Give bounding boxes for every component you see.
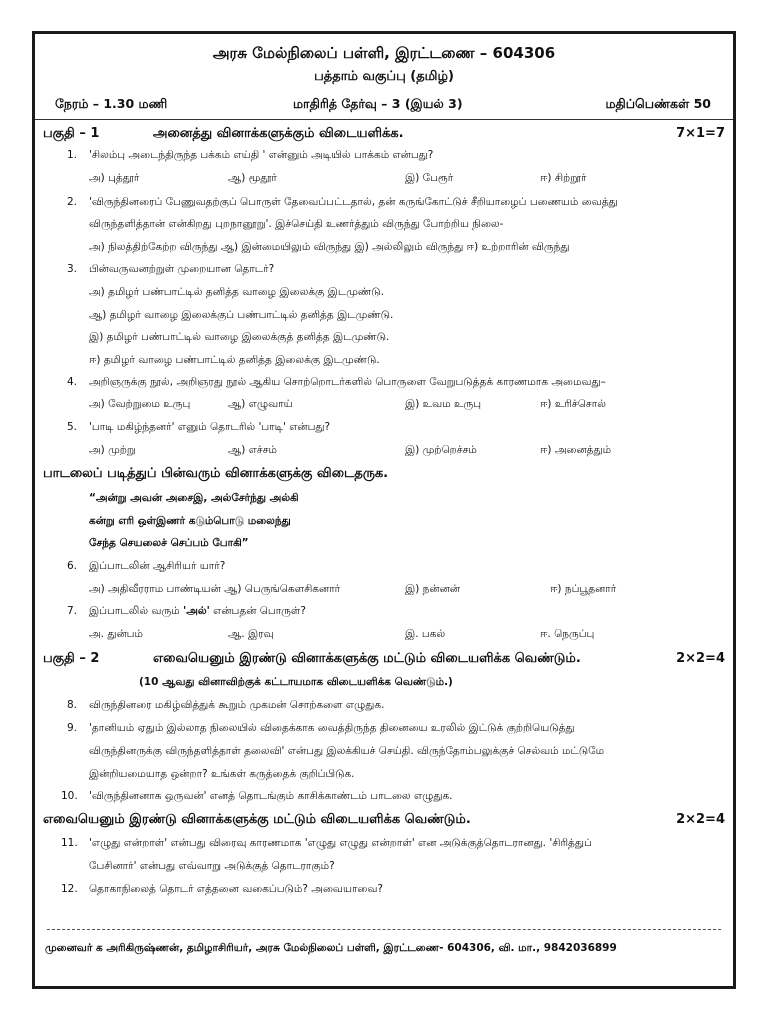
q5-option-c: இ) முற்றெச்சம் xyxy=(405,444,477,456)
q7-option-b: ஆ. இரவு xyxy=(228,628,274,640)
q12-text: தொகாநிலைத் தொடர் எத்தனை வகைப்படும்? அவையாவை? xyxy=(89,883,383,895)
q4-option-d: ஈ) உரிச்சொல் xyxy=(540,398,606,410)
q3-option-b: ஆ) தமிழர் வாழை இலைக்குப் பண்பாட்டில் தனித்த இடமுண்டு. xyxy=(89,309,394,321)
q1-option-a: அ) புத்தூர் xyxy=(89,172,140,184)
q5-option-a: அ) முற்று xyxy=(89,444,136,456)
q6-text: இப்பாடலின் ஆசிரியர் யார்? xyxy=(89,560,226,572)
q5-number: 5. xyxy=(67,421,78,433)
q7-text-pre: இப்பாடலில் வரும் xyxy=(89,605,183,617)
page-border xyxy=(32,31,736,989)
q7-text-keyword: 'அல்' xyxy=(183,605,210,617)
part1-label: பகுதி – 1 xyxy=(43,126,100,141)
q3-option-d: ஈ) தமிழர் வாழை பண்பாட்டில் தனித்த இலைக்கு இடமுண்டு. xyxy=(89,354,380,366)
exam-name: மாதிரித் தேர்வு – 3 (இயல் 3) xyxy=(293,96,463,111)
q9-text-line1: 'தானியம் ஏதும் இல்லாத நிலையில் விதைக்காக வைத்திருந்த தினையை உரலில் இட்டுக் குற்றியெடுத்து xyxy=(89,722,575,734)
q1-option-b: ஆ) மூதூர் xyxy=(228,172,277,184)
q4-option-a: அ) வேற்றுமை உருபு xyxy=(89,398,191,410)
poem-line-3: சேந்த செயலைச் செப்பம் போகி” xyxy=(89,537,249,549)
q10-number: 10. xyxy=(61,790,78,802)
q9-text-line2: விருந்தினருக்கு விருந்தளித்தாள் தலைவி' என்பது இலக்கியச் செய்தி. விருந்தோம்பலுக்குச் செல்வம் மட்டுமே xyxy=(89,745,605,757)
q4-option-b: ஆ) எழுவாய் xyxy=(228,398,293,410)
part2-score: 2×2=4 xyxy=(676,651,725,666)
q6-option-c: இ) நன்னன் xyxy=(405,583,460,595)
q12-number: 12. xyxy=(61,883,78,895)
q3-text: பின்வருவனற்றுள் முறையான தொடர்? xyxy=(89,263,275,275)
q10-text: 'விருந்தினனாக ஒருவன்' எனத் தொடங்கும் காசிக்காண்டம் பாடலை எழுதுக. xyxy=(89,790,453,802)
q11-text-line2: பேசினார்' என்பது எவ்வாறு அடுக்குத் தொடராகும்? xyxy=(89,860,335,872)
q7-option-a: அ. துன்பம் xyxy=(89,628,143,640)
q7-option-c: இ. பகல் xyxy=(405,628,446,640)
q1-text: 'சிலம்பு அடைந்திருந்த பக்கம் எய்தி ' என்னும் அடியில் பாக்கம் என்பது? xyxy=(89,149,434,161)
q4-text: அறிஞருக்கு நூல், அறிஞரது நூல் ஆகிய சொற்றொடர்களில் பொருளை வேறுபடுத்தக் காரணமாக அமைவது– xyxy=(89,376,606,388)
q1-option-d: ஈ) சிற்றூர் xyxy=(540,172,587,184)
footer-author: முனைவர் க அரிகிருஷ்ணன், தமிழாசிரியர், அரசு மேல்நிலைப் பள்ளி, இரட்டணை- 604306, வி. மா., 9842036899 xyxy=(45,942,617,954)
total-marks: மதிப்பெண்கள் 50 xyxy=(605,96,711,111)
q2-number: 2. xyxy=(67,196,78,208)
part2-label: பகுதி – 2 xyxy=(43,651,100,666)
q9-text-line3: இன்றியமையாத ஒன்றா? உங்கள் கருத்தைக் குறிப்பிடுக. xyxy=(89,768,355,780)
part3-instruction: எவையெனும் இரண்டு வினாக்களுக்கு மட்டும் விடையளிக்க வெண்டும். xyxy=(43,812,471,827)
q3-option-a: அ) தமிழர் பண்பாட்டில் தனித்த வாழை இலைக்கு இடமுண்டு. xyxy=(89,286,384,298)
part1-instruction: அனைத்து வினாக்களுக்கும் விடையளிக்க. xyxy=(153,126,404,141)
q1-option-c: இ) பேரூர் xyxy=(405,172,454,184)
q7-option-d: ஈ. நெருப்பு xyxy=(540,628,595,640)
q8-text: விருந்தினரை மகிழ்வித்துக் கூறும் முகமன் சொற்களை எழுதுக. xyxy=(89,699,385,711)
header-divider xyxy=(35,119,733,120)
q7-text-post: என்பதன் பொருள்? xyxy=(209,605,306,617)
q7-number: 7. xyxy=(67,605,78,617)
q5-option-b: ஆ) எச்சம் xyxy=(228,444,277,456)
q6-option-d: ஈ) நப்பூதனார் xyxy=(550,583,617,595)
q2-text-line1: 'விருந்தினரைப் பேணுவதற்குப் பொருள் தேவைப்பட்டதால், தன் கருங்கோட்டுச் சீறியாழைப் பணையம் வைத்து xyxy=(89,196,618,208)
q11-number: 11. xyxy=(61,837,78,849)
part2-instruction: எவையெனும் இரண்டு வினாக்களுக்கு மட்டும் விடையளிக்க வெண்டும். xyxy=(153,651,581,666)
q9-number: 9. xyxy=(67,722,78,734)
part1-score: 7×1=7 xyxy=(676,126,725,141)
q8-number: 8. xyxy=(67,699,78,711)
q6-options-ab: அ) அதிவீரராம பாண்டியன் ஆ) பெருங்கௌசிகனார் xyxy=(89,583,341,595)
q1-number: 1. xyxy=(67,149,78,161)
q5-text: 'பாடி மகிழ்ந்தனர்' எனும் தொடரில் 'பாடி' என்பது? xyxy=(89,421,331,433)
poem-heading: பாடலைப் படித்துப் பின்வரும் வினாக்களுக்கு விடைதருக. xyxy=(43,466,389,481)
q6-number: 6. xyxy=(67,560,78,572)
class-subject: பத்தாம் வகுப்பு (தமிழ்) xyxy=(314,69,454,84)
q4-number: 4. xyxy=(67,376,78,388)
school-title: அரசு மேல்நிலைப் பள்ளி, இரட்டணை – 604306 xyxy=(212,44,556,62)
q3-number: 3. xyxy=(67,263,78,275)
q2-text-line2: விருந்தளித்தான் என்கிறது புறநானூறு'. இச்செய்தி உணர்த்தும் விருந்து போற்றிய நிலை- xyxy=(89,218,504,230)
part3-score: 2×2=4 xyxy=(676,812,725,827)
q11-text-line1: 'எழுது என்றாள்' என்பது விரைவு காரணமாக 'எழுது எழுது என்றாள்' என அடுக்குத்தொடரானது. 'சிரித்துப் xyxy=(89,837,592,849)
part2-note: (10 ஆவது வினாவிற்குக் கட்டாயமாக விடையளிக்க வெண்டும்.) xyxy=(139,676,453,688)
q5-option-d: ஈ) அனைத்தும் xyxy=(540,444,612,456)
footer-divider xyxy=(47,929,721,930)
q4-option-c: இ) உவம உருபு xyxy=(405,398,482,410)
q2-options: அ) நிலத்திற்கேற்ற விருந்து ஆ) இன்மையிலும் விருந்து இ) அல்லிலும் விருந்து ஈ) உற்றாரின் விருந்து xyxy=(89,241,570,253)
exam-time: நேரம் – 1.30 மணி xyxy=(55,96,168,111)
q7-text xyxy=(89,605,306,618)
q3-option-c: இ) தமிழர் பண்பாட்டில் வாழை இலைக்குத் தனித்த இடமுண்டு. xyxy=(89,331,390,343)
poem-line-1: “அன்று அவன் அசைஇ, அல்சேர்ந்து அல்கி xyxy=(89,492,299,504)
poem-line-2: கன்று எரி ஒள்இணர் கடும்பொடு மலைந்து xyxy=(89,515,291,527)
